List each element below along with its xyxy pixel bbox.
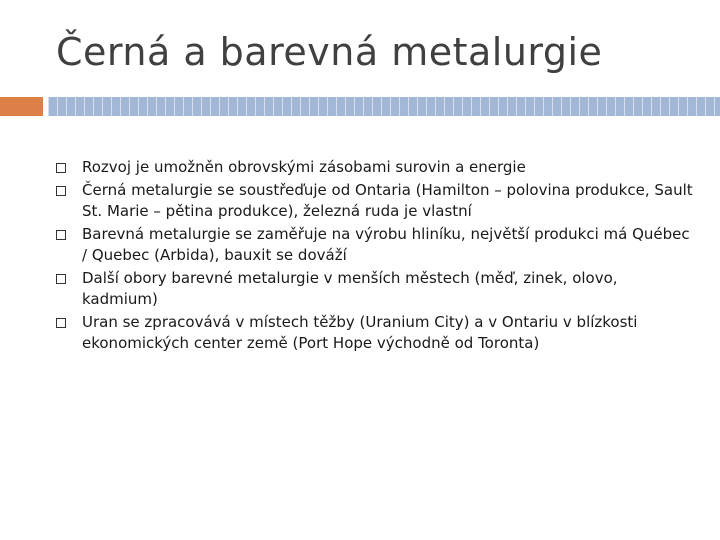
- bullet-item: [56, 157, 696, 178]
- bullet-text: Černá metalurgie se soustřeďuje od Ontaria (Hamilton – polovina produkce, Sault St. Marie – pětina produkce), železná ruda je vlastní: [82, 181, 693, 220]
- bullet-text: Barevná metalurgie se zaměřuje na výrobu hliníku, největší produkci má Québec / Quebec (Arbida), bauxit se dováží: [82, 225, 690, 264]
- slide-title: Černá a barevná metalurgie: [56, 30, 603, 74]
- bullet-item: [56, 312, 696, 354]
- square-bullet-icon: [56, 163, 66, 173]
- title-decor-bar: [48, 97, 720, 116]
- square-bullet-icon: [56, 186, 66, 196]
- bullet-list: [56, 157, 696, 356]
- bullet-text: Uran se zpracovává v místech těžby (Uranium City) a v Ontariu v blízkosti ekonomických center země (Port Hope východně od Toronta): [82, 313, 638, 352]
- bullet-item: [56, 224, 696, 266]
- title-accent-bar: [0, 97, 43, 116]
- bullet-text: Další obory barevné metalurgie v menších městech (měď, zinek, olovo, kadmium): [82, 269, 618, 308]
- bullet-item: [56, 268, 696, 310]
- square-bullet-icon: [56, 318, 66, 328]
- bullet-text: Rozvoj je umožněn obrovskými zásobami surovin a energie: [82, 158, 526, 176]
- square-bullet-icon: [56, 230, 66, 240]
- square-bullet-icon: [56, 274, 66, 284]
- bullet-item: [56, 180, 696, 222]
